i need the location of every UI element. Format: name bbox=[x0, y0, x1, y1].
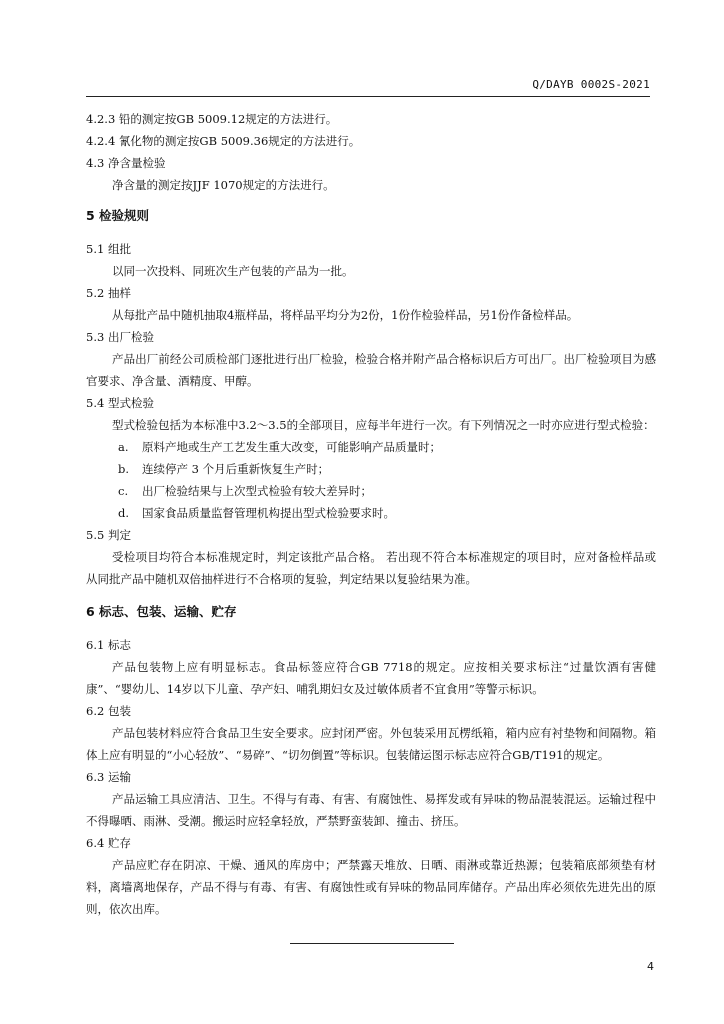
list-item bbox=[86, 458, 656, 480]
clause-6-4-text: 产品应贮存在阴凉、干燥、通风的库房中；严禁露天堆放、日晒、雨淋或靠近热源；包装箱底部须垫有材料，离墙离地保存，产品不得与有毒、有害、有腐蚀性或有异味的物品同库储存。产品出库必须依先进先出的原则，依次出库。 bbox=[86, 858, 656, 916]
clause-4-2-3: 4.2.3 铅的测定按GB 5009.12规定的方法进行。 bbox=[86, 112, 338, 126]
clause-4-2-4: 4.2.4 氰化物的测定按GB 5009.36规定的方法进行。 bbox=[86, 134, 361, 148]
header-rule bbox=[86, 96, 650, 97]
list-item bbox=[86, 502, 656, 524]
list-marker: c. bbox=[118, 484, 129, 498]
clause-5-4-heading: 5.4 型式检验 bbox=[86, 396, 154, 410]
list-item bbox=[86, 436, 656, 458]
clause-5-2-heading: 5.2 抽样 bbox=[86, 286, 131, 300]
section-5-heading: 5 检验规则 bbox=[86, 208, 150, 223]
clause-5-4-text: 型式检验包括为本标准中3.2～3.5的全部项目，应每半年进行一次。有下列情况之一时亦应进行型式检验： bbox=[112, 418, 655, 432]
clause-6-1-text: 产品包装物上应有明显标志。食品标签应符合GB 7718的规定。应按相关要求标注“过量饮酒有害健康”、“婴幼儿、14岁以下儿童、孕产妇、哺乳期妇女及过敏体质者不宜食用”等警示标识。 bbox=[86, 660, 656, 696]
clause-6-3-text: 产品运输工具应清洁、卫生。不得与有毒、有害、有腐蚀性、易挥发或有异味的物品混装混运。运输过程中不得曝晒、雨淋、受潮。搬运时应轻拿轻放，严禁野蛮装卸、撞击、挤压。 bbox=[86, 792, 656, 828]
clause-4-3-text: 净含量的测定按JJF 1070规定的方法进行。 bbox=[112, 178, 335, 192]
list-marker: b. bbox=[118, 462, 130, 476]
clause-4-3-heading: 4.3 净含量检验 bbox=[86, 156, 166, 170]
list-text: 原料产地或生产工艺发生重大改变，可能影响产品质量时； bbox=[142, 440, 441, 454]
clause-5-1-text: 以同一次投料、同班次生产包装的产品为一批。 bbox=[112, 264, 354, 278]
standard-code: Q/DAYB 0002S-2021 bbox=[532, 78, 650, 91]
clause-5-3-text: 产品出厂前经公司质检部门逐批进行出厂检验，检验合格并附产品合格标识后方可出厂。出厂检验项目为感官要求、净含量、酒精度、甲醇。 bbox=[86, 352, 656, 388]
end-rule bbox=[290, 943, 454, 944]
clause-6-4-heading: 6.4 贮存 bbox=[86, 836, 131, 850]
list-marker: d. bbox=[118, 506, 130, 520]
clause-5-3-heading: 5.3 出厂检验 bbox=[86, 330, 154, 344]
page-number: 4 bbox=[647, 960, 654, 973]
list-text: 出厂检验结果与上次型式检验有较大差异时； bbox=[142, 484, 372, 498]
list-marker: a. bbox=[118, 440, 129, 454]
clause-6-1-heading: 6.1 标志 bbox=[86, 638, 131, 652]
list-text: 国家食品质量监督管理机构提出型式检验要求时。 bbox=[142, 506, 395, 520]
clause-5-5-text: 受检项目均符合本标准规定时，判定该批产品合格。 若出现不符合本标准规定的项目时，应对备检样品或从同批产品中随机双倍抽样进行不合格项的复验，判定结果以复验结果为准。 bbox=[86, 550, 656, 586]
list-item bbox=[86, 480, 656, 502]
clause-5-5-heading: 5.5 判定 bbox=[86, 528, 131, 542]
list-text: 连续停产 3 个月后重新恢复生产时； bbox=[142, 462, 330, 476]
clause-6-3-heading: 6.3 运输 bbox=[86, 770, 131, 784]
section-6-heading: 6 标志、包装、运输、贮存 bbox=[86, 604, 237, 619]
clause-6-2-text: 产品包装材料应符合食品卫生安全要求。应封闭严密。外包装采用瓦楞纸箱，箱内应有衬垫物和间隔物。箱体上应有明显的“小心轻放”、“易碎”、“切勿倒置”等标识。包装储运图示标志应符合GB/T191的规定。 bbox=[86, 726, 656, 762]
clause-5-2-text: 从每批产品中随机抽取4瓶样品，将样品平均分为2份，1份作检验样品，另1份作备检样品。 bbox=[112, 308, 579, 322]
clause-6-2-heading: 6.2 包装 bbox=[86, 704, 131, 718]
clause-5-1-heading: 5.1 组批 bbox=[86, 242, 131, 256]
page-body bbox=[86, 108, 656, 920]
